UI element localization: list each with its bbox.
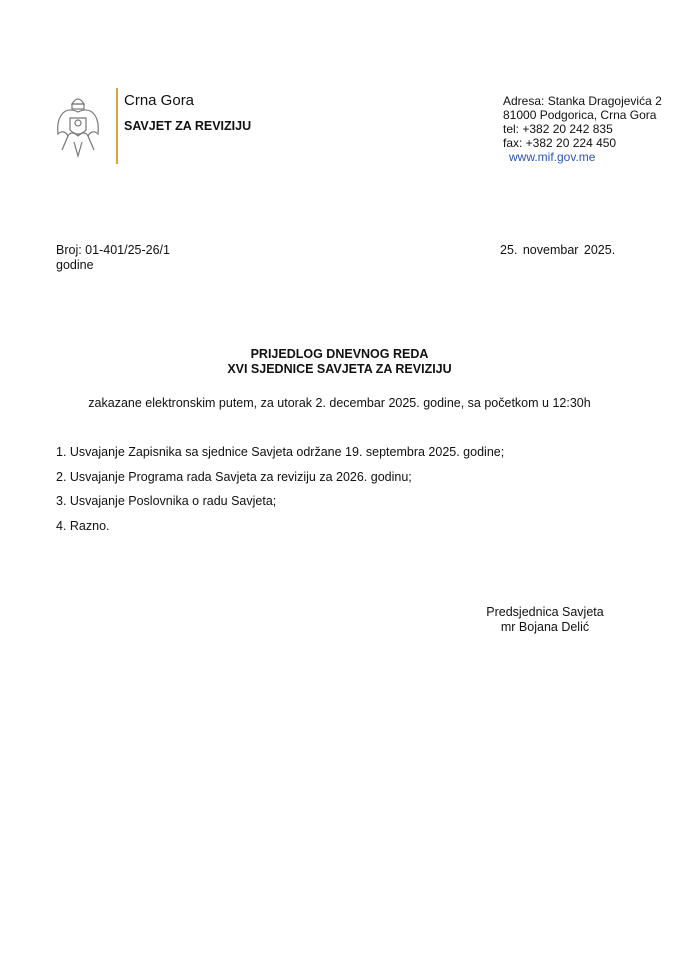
phone: tel: +382 20 242 835 [503,122,613,136]
fax: fax: +382 20 224 450 [503,136,617,150]
document-number [56,243,170,273]
address-block [503,94,662,164]
header-divider [116,88,118,164]
agenda-item: 2. Usvajanje Programa rada Savjeta za reviziju za 2026. godinu; [56,469,412,484]
agenda-item: 1. Usvajanje Zapisnika sa sjednice Savjeta održane 19. septembra 2025. godine; [56,445,505,459]
meeting-info: zakazane elektronskim putem, za utorak 2. decembar 2025. godine, sa početkom u 12:30h [88,396,591,410]
coat-of-arms-icon [52,92,104,162]
address-line: 81000 Podgorica, Crna Gora [503,108,657,122]
number-text: Broj: 01-401/25-26/1 [56,243,170,257]
signature-block [470,605,620,635]
title-line: XVI SJEDNICE SAVJETA ZA REVIZIJU [227,362,452,376]
agenda-item: 3. Usvajanje Poslovnika o radu Savjeta; [56,494,277,508]
signatory-name: mr Bojana Delić [500,620,590,634]
number-suffix: godine [56,258,94,272]
agenda-list [56,440,504,538]
signatory-role: Predsjednica Savjeta [486,605,604,619]
document-date: 25. novembar 2025. [500,243,616,257]
website-link[interactable]: www.mif.gov.me [509,150,596,164]
title-line: PRIJEDLOG DNEVNOG REDA [250,347,429,361]
agenda-item: 4. Razno. [56,518,110,533]
document-title [0,347,679,377]
org-country: Crna Gora [124,92,195,109]
org-name: SAVJET ZA REVIZIJU [124,119,252,133]
address-line: Adresa: Stanka Dragojevića 2 [503,94,662,108]
